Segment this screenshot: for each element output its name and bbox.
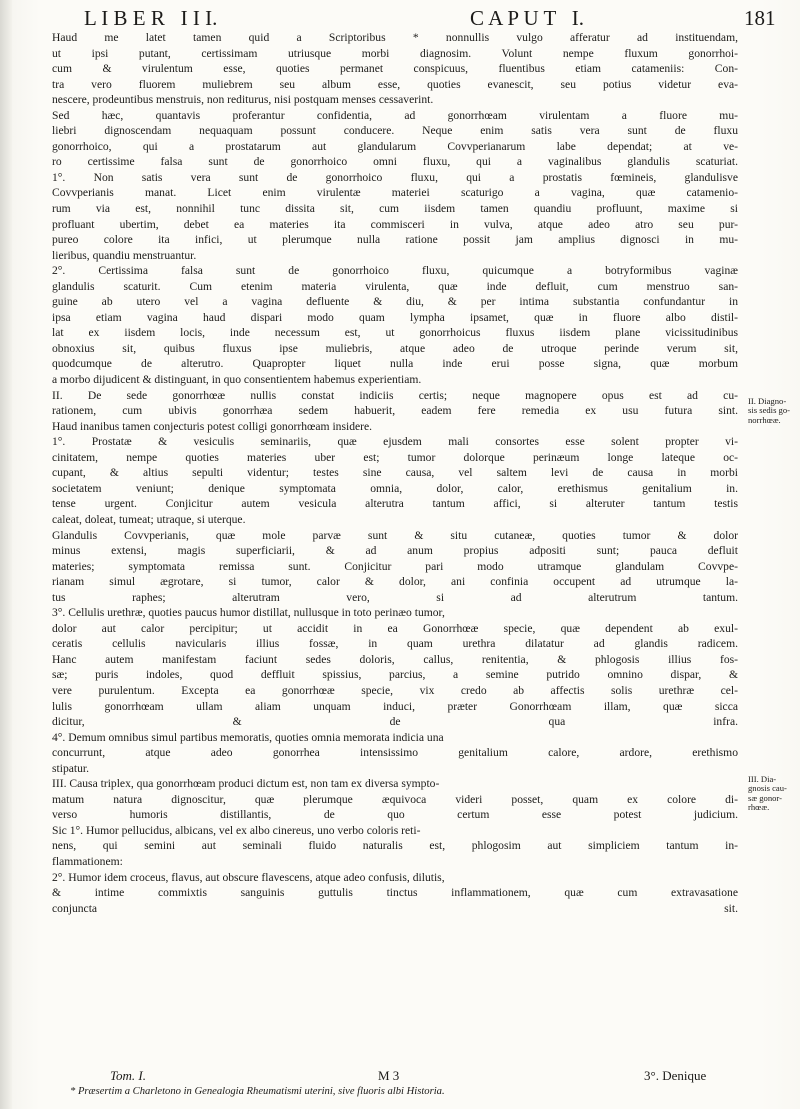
text-line: ipsa etiam vagina haud dispari modo quam lympha ipsamet, quæ in fluore albo distil-: [52, 310, 738, 324]
text-line: cum & virulentum esse, quoties permanet conspicuus, fluentibus etiam catameniis: Con-: [52, 62, 738, 76]
margin-note-line: norrhœæ.: [748, 414, 781, 425]
text-line: vere purulentum. Excepta ea gonorrhœæ specie, vix credo ab affectis solis urethræ cel-: [52, 683, 738, 697]
margin-note-diagnosis-seat: [748, 397, 800, 425]
text-line: tus raphes; alterutram vero, si ad alterutrum tantum.: [52, 590, 738, 604]
text-line: 2°. Certissima falsa sunt de gonorrhoico fluxu, quicumque a botryformibus vaginæ: [52, 264, 738, 278]
margin-note-line: III. Dia-: [748, 774, 777, 784]
text-line: glandulis scaturit. Cum etenim materia virulenta, quæ inde defluit, cum menstruo san-: [52, 279, 738, 293]
text-line: & intime commixtis sanguinis guttulis tinctus inflammationem, quæ cum extravasatione: [52, 886, 738, 900]
text-line: dolor aut calor percipitur; ut accidit in ea Gonorrhœæ specie, quæ dependent ab exul-: [52, 621, 738, 635]
text-line: nens, qui semini aut seminali fluido naturalis est, phlogosim aut simpliciem tantum in-: [52, 839, 738, 853]
text-line: Haud me latet tamen quid a Scriptoribus * nonnullis vulgo afferatur ad instituendam,: [52, 31, 738, 44]
text-line: materies; symptomata remissa sunt. Conjicitur pari modo utramque glandulam Covvpe-: [52, 559, 738, 573]
text-line: conjuncta sit.: [52, 901, 738, 915]
margin-note-diagnosis-cause: [748, 775, 800, 813]
text-line: lulis gonorrhœam ullam aliam unquam induci, præter Gonorrhœam illam, quæ sicca: [52, 699, 738, 713]
text-line: Sed hæc, quantavis proferantur confidentia, ad gonorrhœam virulentam a fluore mu-: [52, 108, 738, 122]
text-line: dicitur, & de qua infra.: [52, 715, 738, 729]
text-line: stipatur.: [52, 761, 90, 775]
text-line: profluant ubertim, debet ea materies ita commisceri in vulva, atque adeo atro seu pur-: [52, 217, 738, 231]
text-line: tra vero fluorem muliebrem seu album esse, quoties evanescit, seu potius videtur eva-: [52, 77, 738, 91]
text-line: Glandulis Covvperianis, quæ mole parvæ sunt & situ cutaneæ, quoties tumor & dolor: [52, 528, 738, 542]
margin-note-line: sis sedis go-: [748, 405, 791, 416]
text-line: societatem veniunt; denique symptomata omnia, dolor, calor, erethismus genitalium in.: [52, 481, 738, 495]
book-spine-shadow: [0, 0, 12, 1109]
text-line: minus extensi, magis superficiarii, & ad anum propius adpositi sunt; pauca defluit: [52, 544, 738, 558]
text-line: gonorrhoico, qui a prostatarum aut glandularum Covvperianarum labe dependat; at ve-: [52, 139, 738, 153]
text-line: rum via est, nonnihil tunc dissita sit, cum iisdem tamen quandiu profluunt, maxime si: [52, 202, 738, 216]
text-line: verso humoris distillantis, de quo certum esse potest judicium.: [52, 808, 738, 822]
header-book: L I B E R I I I.: [84, 6, 218, 30]
text-line: 1°. Non satis vera sunt de gonorrhoico fluxu, qui a prostatis fœmineis, glandulisve: [52, 170, 738, 184]
text-line: lat ex iisdem locis, inde necessum est, ut gonorrhoicus fluxus iisdem plane vicissitudinibus: [52, 326, 738, 340]
text-line: concurrunt, atque adeo gonorrhea intensissimo genitalium calore, ardore, erethismo: [52, 746, 738, 760]
text-line: tense urgent. Conjicitur autem vesicula alterutra tantum affici, si alteruter tantum testis: [52, 497, 738, 511]
page-footer: [52, 1068, 752, 1088]
text-line: Covvperianis manat. Licet enim virulentæ materiei scaturigo a vagina, quæ catamenio-: [52, 186, 738, 200]
text-line: guine ab utero vel a vagina defluente & diu, & per intima substantia confundantur in: [52, 295, 738, 309]
text-line: 4°. Demum omnibus simul partibus memoratis, quoties omnia memorata indicia una: [52, 730, 444, 744]
text-line: ro certissime falsa sunt de gonorrhoico omni fluxu, qui a vaginalibus glandulis scaturiat.: [52, 155, 738, 169]
text-line: matum natura dignoscitur, quæ plerumque æquivoca videri posset, quam ex colore di-: [52, 792, 738, 806]
text-line: 2°. Humor idem croceus, flavus, aut obscure flavescens, atque adeo confusis, dilutis,: [52, 870, 445, 884]
margin-note-line: sæ gonor-: [748, 792, 782, 803]
text-line: ceratis cellulis navicularis illius fossæ, in quam urethra dilatatur ad glandis radicem.: [52, 637, 738, 651]
text-line: Sic 1°. Humor pellucidus, albicans, vel ex albo cinereus, uno verbo coloris reti-: [52, 823, 421, 837]
text-line: Haud inanibus tamen conjecturis potest colligi gonorrhœam insidere.: [52, 419, 373, 433]
signature-mark: M 3: [378, 1068, 400, 1083]
text-line: cinitatem, nempe quoties materies uber est; tumor dolorque perinæum longe lateque oc-: [52, 450, 738, 464]
running-header: [0, 6, 800, 30]
text-line: 1°. Prostatæ & vesiculis seminariis, quæ ejusdem mali consortes esse solent propter vi-: [52, 435, 738, 449]
text-line: a morbo dijudicent & distinguant, in quo consentientem habemus experientiam.: [52, 373, 422, 387]
text-line: II. De sede gonorrhœæ nullis constat indiciis certis; neque magnopere opus est ad cu-: [52, 388, 738, 402]
text-line: rianam simul ægrotare, si tumor, calor & dolor, ani confinia occupent ad utrumque la-: [52, 575, 738, 589]
text-line: lieribus, quandiu menstruantur.: [52, 248, 197, 262]
text-line: ut ipsi putant, certissimam utriusque morbi diagnosim. Volunt nempe fluxum gonorrhoi-: [52, 46, 738, 60]
text-line: flammationem:: [52, 854, 123, 868]
text-line: quodcumque de alterutro. Quapropter liquet nulla inde erui posse signa, quæ morbum: [52, 357, 738, 371]
tome-label: Tom. I.: [110, 1068, 147, 1083]
header-chapter: C A P U T I.: [470, 6, 584, 30]
catchword: 3°. Denique: [644, 1068, 707, 1083]
footnote: * Præsertim a Charletono in Genealogia Rheumatismi uterini, sive fluoris albi Historia.: [70, 1086, 445, 1097]
text-line: Hanc autem manifestam faciunt sedes doloris, callus, renitentia, & phlogosis illius fos-: [52, 652, 738, 666]
body-text: [52, 30, 738, 916]
page-number: 181: [744, 6, 776, 30]
text-line: liebri dignoscendam nequaquam possunt conducere. Neque enim satis vera sunt de fluxu: [52, 124, 738, 138]
text-line: III. Causa triplex, qua gonorrhœam produci dictum est, non tam ex diversa sympto-: [52, 777, 440, 791]
margin-note-line: rhœæ.: [748, 802, 770, 813]
text-line: caleat, doleat, tumeat; utraque, si uterque.: [52, 512, 246, 526]
text-line: nescere, prodeuntibus menstruis, non rediturus, nisi postquam menses cessaverint.: [52, 93, 434, 107]
margin-note-line: gnosis cau-: [748, 783, 787, 794]
text-line: 3°. Cellulis urethræ, quoties paucus humor distillat, nullusque in toto perinæo tumor,: [52, 606, 445, 620]
text-line: cupant, & altius sepulti videntur; testes sine causa, vel saltem levi de causa in morbi: [52, 466, 738, 480]
text-line: rationem, cum ubivis gonorrhæa sedem habuerit, eadem fere remedia ex usu futura sint.: [52, 404, 738, 418]
text-line: sæ; puris indoles, quod deffluit spissius, parcius, a semine putrido omnino dispar, &: [52, 668, 738, 682]
margin-note-line: II. Diagno-: [748, 396, 787, 406]
text-line: obnoxius sit, quibus fluxus ipse muliebris, atque adeo de utroque perinde verum sit,: [52, 341, 738, 355]
text-line: pureo colore ita infici, ut plerumque nulla ratione possit jam amplius dignosci in mu-: [52, 233, 738, 247]
